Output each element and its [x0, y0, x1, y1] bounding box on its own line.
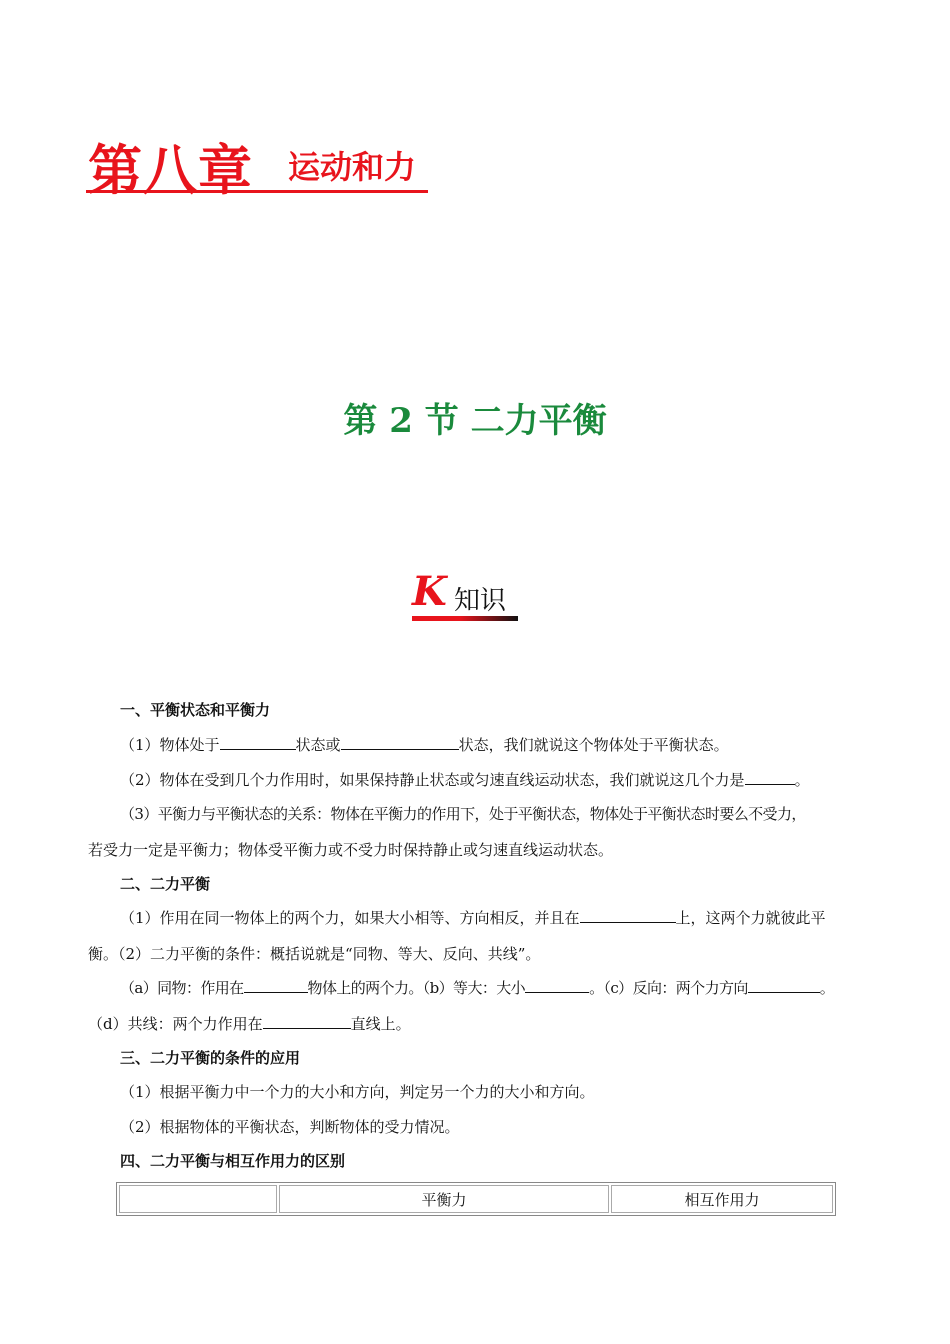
fill-blank[interactable] [220, 735, 296, 750]
table-header-cell: 相互作用力 [611, 1185, 833, 1213]
fill-blank[interactable] [525, 978, 589, 993]
part3-heading: 三、二力平衡的条件的应用 [120, 1049, 301, 1067]
chapter-title: 运动和力 [288, 148, 417, 186]
fill-blank[interactable] [745, 770, 795, 785]
knowledge-logo [412, 568, 520, 624]
part1-paragraph-3-continued: 若受力一定是平衡力；物体受平衡力或不受力时保持静止或匀速直线运动状态。 [88, 841, 614, 859]
fill-blank[interactable] [263, 1014, 351, 1029]
part2-paragraph-3: （d）共线：两个力作用在 直线上。 [88, 1015, 411, 1033]
part4-heading: 四、二力平衡与相互作用力的区别 [120, 1152, 346, 1170]
section-title: 第 2 节 二力平衡 [343, 401, 607, 441]
part2-paragraph-2: （a）同物：作用在 物体上的两个力。（b）等大：大小 。（c）反向：两个力方向 。 [120, 979, 835, 997]
part3-paragraph-2: （2）根据物体的平衡状态，判断物体的受力情况。 [120, 1118, 460, 1136]
fill-blank[interactable] [580, 908, 676, 923]
part3-paragraph-1: （1）根据平衡力中一个力的大小和方向，判定另一个力的大小和方向。 [120, 1083, 595, 1101]
part1-paragraph-2: （2）物体在受到几个力作用时，如果保持静止状态或匀速直线运动状态，我们就说这几个力是 。 [120, 771, 810, 789]
part1-heading: 一、平衡状态和平衡力 [120, 701, 271, 719]
table-header-cell: 平衡力 [279, 1185, 609, 1213]
fill-blank[interactable] [244, 978, 308, 993]
comparison-table [116, 1182, 836, 1216]
knowledge-logo-text: 知识 [454, 586, 507, 616]
chapter-number: 第八章 [88, 139, 253, 202]
part2-heading: 二、二力平衡 [120, 875, 211, 893]
fill-blank[interactable] [748, 978, 820, 993]
knowledge-k-letter: K [412, 568, 447, 615]
table-header-row [119, 1185, 833, 1213]
knowledge-logo-underline [412, 616, 518, 621]
chapter-heading [86, 128, 428, 202]
part1-paragraph-1: （1）物体处于 状态或 状态，我们就说这个物体处于平衡状态。 [120, 736, 729, 754]
part2-paragraph-1: （1）作用在同一物体上的两个力，如果大小相等、方向相反，并且在 上，这两个力就彼此平 [120, 909, 826, 927]
part1-paragraph-3: （3）平衡力与平衡状态的关系：物体在平衡力的作用下，处于平衡状态，物体处于平衡状态时要么不受力， [120, 805, 806, 823]
part2-paragraph-1-continued: 衡。（2）二力平衡的条件：概括说就是“同物、等大、反向、共线”。 [88, 945, 541, 963]
table-header-cell [119, 1185, 277, 1213]
fill-blank[interactable] [341, 735, 459, 750]
